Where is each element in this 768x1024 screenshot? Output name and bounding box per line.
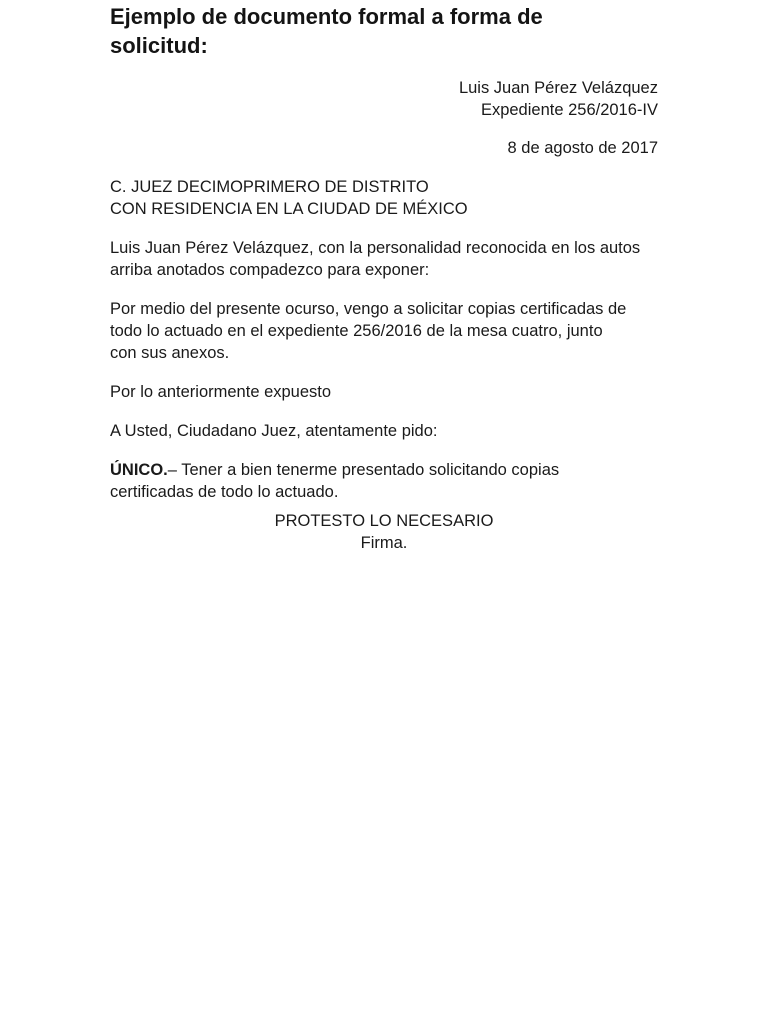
closing-firma: Firma. xyxy=(360,534,408,552)
addressee-line-2: CON RESIDENCIA EN LA CIUDAD DE MÉXICO xyxy=(110,200,468,218)
pido-text: A Usted, Ciudadano Juez, atentamente pido: xyxy=(110,422,438,440)
closing-protesto: PROTESTO LO NECESARIO xyxy=(274,512,494,530)
sender-block xyxy=(110,77,658,121)
expuesto-text: Por lo anteriormente expuesto xyxy=(110,383,332,401)
intro-line-2: arriba anotados compadezco para exponer: xyxy=(110,261,430,279)
addressee-line-1: C. JUEZ DECIMOPRIMERO DE DISTRITO xyxy=(110,178,429,196)
document-title xyxy=(110,0,658,60)
request-paragraph xyxy=(110,298,658,364)
sender-file-number: Expediente 256/2016-IV xyxy=(480,101,658,119)
request-line-1: Por medio del presente ocurso, vengo a solicitar copias certificadas de xyxy=(110,300,627,318)
title-line-1: Ejemplo de documento formal a forma de xyxy=(110,4,543,29)
intro-paragraph xyxy=(110,237,658,281)
document-date xyxy=(110,137,658,159)
unico-line-2: certificadas de todo lo actuado. xyxy=(110,483,339,501)
sender-name: Luis Juan Pérez Velázquez xyxy=(458,79,658,97)
pido-paragraph xyxy=(110,420,658,442)
title-line-2: solicitud: xyxy=(110,33,208,58)
request-line-2: todo lo actuado en el expediente 256/2016 de la mesa cuatro, junto xyxy=(110,322,603,340)
unico-label: ÚNICO. xyxy=(110,461,168,479)
unico-paragraph xyxy=(110,459,658,503)
closing-block xyxy=(110,510,658,554)
document-page xyxy=(110,0,658,554)
intro-line-1: Luis Juan Pérez Velázquez, con la personalidad reconocida en los autos xyxy=(110,239,641,257)
expuesto-paragraph xyxy=(110,381,658,403)
request-line-3: con sus anexos. xyxy=(110,344,230,362)
addressee-block xyxy=(110,176,658,220)
date-text: 8 de agosto de 2017 xyxy=(507,139,658,157)
unico-line-1-text: – Tener a bien tenerme presentado solicitando copias xyxy=(167,461,560,479)
unico-line-1 xyxy=(110,459,658,481)
